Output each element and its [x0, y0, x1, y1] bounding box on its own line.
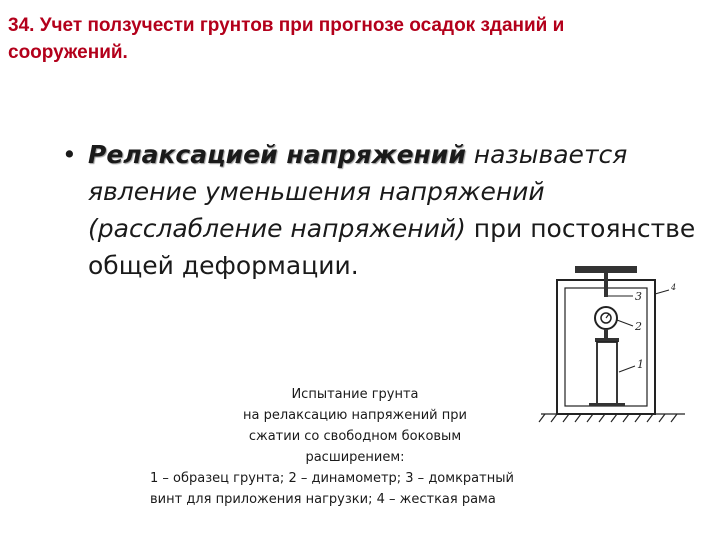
soil-sample	[597, 342, 617, 404]
figure-label-2: 2	[635, 320, 642, 333]
caption-line-4: расширением:	[305, 450, 405, 465]
caption-line-6: винт для приложения нагрузки; 4 – жесткая рама	[150, 492, 496, 507]
screw-stem	[604, 273, 608, 297]
defined-term: Релаксацией напряжений	[88, 140, 466, 169]
definition-line-3-rest: при постоянстве	[465, 214, 696, 243]
caption-line-1: Испытание грунта	[291, 387, 419, 402]
figure-label-3: 3	[635, 290, 642, 303]
screw-handle-plate	[575, 266, 637, 273]
definition-line-3-italic: (расслабление напряжений)	[88, 214, 466, 243]
caption-line-3: сжатии со свободном боковым	[248, 429, 462, 444]
figure-label-4: 4	[671, 283, 677, 292]
figure-label-1: 1	[637, 358, 644, 371]
title-line-2: сооружений.	[8, 42, 128, 63]
definition-line-2: явление уменьшения напряжений	[88, 177, 545, 206]
slide-title	[8, 12, 708, 66]
title-line-1: 34. Учет ползучести грунтов при прогнозе осадок зданий и	[8, 15, 565, 36]
figure-caption	[150, 384, 570, 510]
bullet-dot: •	[62, 140, 77, 169]
definition-part-1: называется	[465, 140, 628, 169]
caption-line-2: на релаксацию напряжений при	[243, 408, 467, 423]
caption-line-5: 1 – образец грунта; 2 – динамометр; 3 – домкратный	[150, 471, 514, 486]
definition-line-4: общей деформации.	[88, 251, 359, 280]
